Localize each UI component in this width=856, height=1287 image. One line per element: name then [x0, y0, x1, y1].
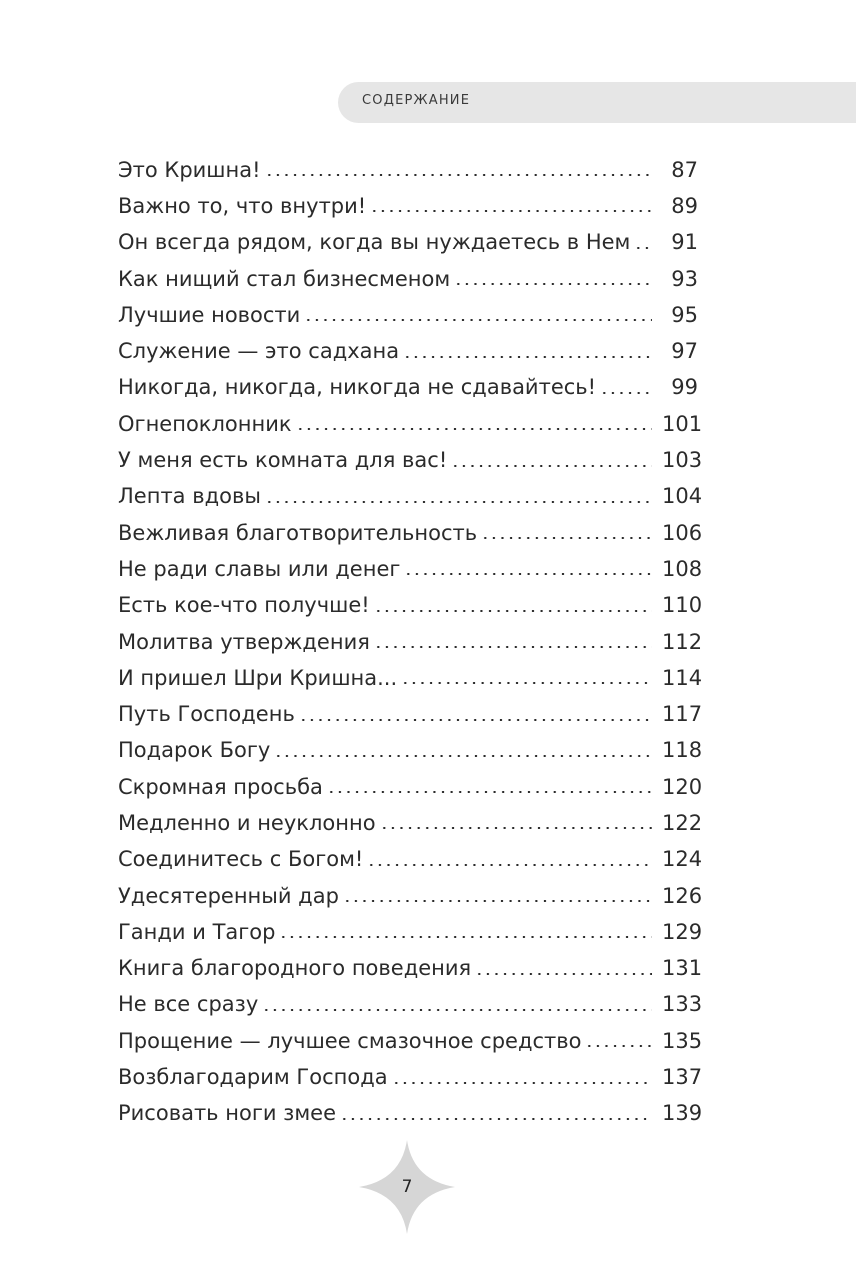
toc-entry-title: Огнепоклонник: [118, 411, 292, 436]
toc-entry: [118, 769, 703, 805]
toc-entry-page: 139: [662, 1101, 703, 1126]
toc-dot-leader: [343, 900, 652, 902]
toc-entry: [118, 442, 703, 478]
toc-entry: [118, 624, 703, 660]
toc-entry-title: Ганди и Тагор: [118, 919, 276, 944]
toc-dot-leader: [451, 465, 652, 467]
toc-entry-title: Лучшие новости: [118, 302, 301, 327]
toc-entry-page: 129: [662, 919, 703, 944]
toc-entry: [118, 370, 698, 406]
toc-entry-title: Никогда, никогда, никогда не сдавайтесь!: [118, 375, 597, 400]
toc-dot-leader: [374, 610, 652, 612]
toc-entry-title: Это Кришна!: [118, 157, 261, 182]
toc-entry-page: 122: [662, 810, 703, 835]
toc-entry-page: 89: [671, 193, 698, 218]
toc-entry-page: 106: [662, 520, 703, 545]
toc-entry: [118, 878, 703, 914]
toc-entry-title: Путь Господень: [118, 702, 295, 727]
toc-entry-title: Молитва утверждения: [118, 629, 370, 654]
toc-entry: [118, 588, 703, 624]
toc-entry-page: 97: [671, 339, 698, 364]
toc-entry-page: 103: [662, 448, 703, 473]
toc-entry: [118, 406, 703, 442]
toc-entry: [118, 914, 703, 950]
toc-entry: [118, 987, 703, 1023]
toc-entry-title: Важно то, что внутри!: [118, 193, 367, 218]
toc-entry-title: Как нищий стал бизнесменом: [118, 266, 451, 291]
toc-entry-title: Он всегда рядом, когда вы нуждаетесь в Нем: [118, 230, 631, 255]
toc-entry: [118, 479, 703, 515]
toc-entry: [118, 805, 703, 841]
toc-dot-leader: [370, 210, 652, 212]
toc-entry-page: 114: [662, 665, 703, 690]
table-of-contents: [118, 152, 703, 1132]
toc-entry: [118, 225, 698, 261]
toc-entry-page: 91: [671, 230, 698, 255]
toc-dot-leader: [299, 719, 652, 721]
toc-entry: [118, 1023, 703, 1059]
toc-entry-page: 133: [662, 992, 703, 1017]
toc-dot-leader: [634, 247, 652, 249]
toc-entry: [118, 842, 703, 878]
toc-entry-page: 131: [662, 956, 703, 981]
toc-entry: [118, 660, 703, 696]
toc-dot-leader: [475, 973, 652, 975]
toc-entry: [118, 188, 698, 224]
toc-entry-page: 135: [662, 1028, 703, 1053]
toc-entry-title: У меня есть комната для вас!: [118, 448, 448, 473]
toc-entry-page: 117: [662, 702, 703, 727]
toc-entry-title: Медленно и неуклонно: [118, 810, 376, 835]
toc-dot-leader: [304, 319, 652, 321]
toc-entry-page: 87: [671, 157, 698, 182]
toc-dot-leader: [600, 392, 652, 394]
toc-entry: [118, 333, 698, 369]
toc-dot-leader: [279, 936, 652, 938]
toc-entry-page: 137: [662, 1065, 703, 1090]
toc-dot-leader: [404, 573, 652, 575]
toc-entry: [118, 696, 703, 732]
toc-entry: [118, 1096, 703, 1132]
toc-entry-page: 95: [671, 302, 698, 327]
toc-entry-title: Книга благородного поведения: [118, 956, 472, 981]
toc-entry-page: 124: [662, 847, 703, 872]
toc-dot-leader: [340, 1118, 652, 1120]
toc-dot-leader: [403, 356, 652, 358]
toc-entry-title: Служение — это садхана: [118, 339, 400, 364]
toc-dot-leader: [367, 864, 652, 866]
toc-entry-page: 104: [662, 484, 703, 509]
toc-entry-page: 99: [671, 375, 698, 400]
toc-entry: [118, 951, 703, 987]
toc-entry-page: 120: [662, 774, 703, 799]
toc-dot-leader: [481, 537, 652, 539]
toc-dot-leader: [380, 827, 652, 829]
toc-dot-leader: [585, 1045, 652, 1047]
section-title: СОДЕРЖАНИЕ: [362, 93, 471, 108]
toc-dot-leader: [454, 283, 652, 285]
toc-entry-title: Есть кое-что получше!: [118, 593, 370, 618]
toc-entry: [118, 152, 698, 188]
toc-dot-leader: [392, 1082, 652, 1084]
toc-dot-leader: [374, 646, 652, 648]
toc-dot-leader: [327, 791, 652, 793]
toc-entry-page: 108: [662, 556, 703, 581]
toc-entry-page: 93: [671, 266, 698, 291]
toc-entry: [118, 1059, 703, 1095]
page-number: 7: [401, 1177, 413, 1197]
toc-dot-leader: [274, 755, 652, 757]
toc-dot-leader: [262, 1009, 652, 1011]
toc-entry-page: 101: [662, 411, 703, 436]
toc-entry-title: И пришел Шри Кришна...: [118, 665, 398, 690]
toc-entry-page: 110: [662, 593, 703, 618]
toc-entry-page: 112: [662, 629, 703, 654]
toc-entry-title: Лепта вдовы: [118, 484, 261, 509]
toc-entry-page: 118: [662, 738, 703, 763]
toc-entry-title: Вежливая благотворительность: [118, 520, 478, 545]
toc-entry: [118, 261, 698, 297]
toc-entry-title: Скромная просьба: [118, 774, 323, 799]
toc-entry-title: Не все сразу: [118, 992, 259, 1017]
toc-dot-leader: [296, 428, 652, 430]
toc-entry-title: Прощение — лучшее смазочное средство: [118, 1028, 582, 1053]
toc-dot-leader: [265, 174, 652, 176]
toc-entry: [118, 551, 703, 587]
toc-entry: [118, 515, 703, 551]
toc-entry-title: Подарок Богу: [118, 738, 271, 763]
toc-entry-title: Рисовать ноги змее: [118, 1101, 337, 1126]
toc-entry: [118, 733, 703, 769]
toc-entry-title: Соединитесь с Богом!: [118, 847, 364, 872]
toc-entry-title: Возблагодарим Господа: [118, 1065, 388, 1090]
toc-entry-title: Не ради славы или денег: [118, 556, 401, 581]
toc-dot-leader: [265, 501, 652, 503]
toc-dot-leader: [401, 682, 652, 684]
toc-entry-title: Удесятеренный дар: [118, 883, 339, 908]
toc-entry-page: 126: [662, 883, 703, 908]
toc-entry: [118, 297, 698, 333]
